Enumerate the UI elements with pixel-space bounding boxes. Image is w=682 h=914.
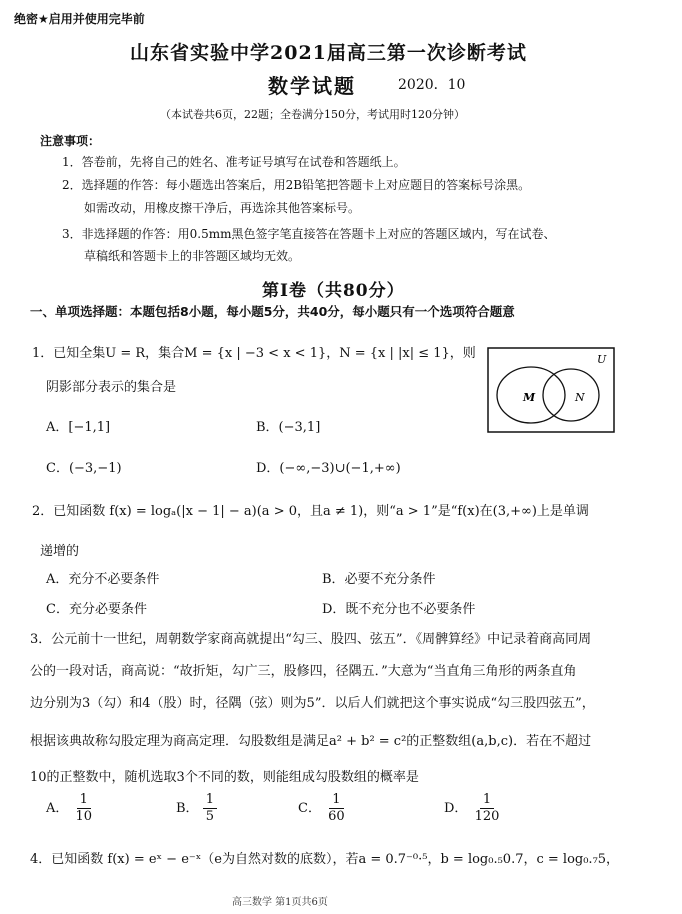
venn-diagram <box>487 347 615 433</box>
q4-stem: 4．已知函数 f(x) = eˣ − e⁻ˣ（e为自然对数的底数），若a = 0.7⁻⁰·⁵，b = log₀.₅0.7，c = log₀.₇5， <box>30 852 620 867</box>
notice-item: 2．选择题的作答：每小题选出答案后，用2B铅笔把答题卡上对应题目的答案标号涂黑。 <box>62 178 531 192</box>
q1-stem: 1．已知全集U = R，集合M = {x | −3 < x < 1}，N = {x | |x| ≤ 1}，则 <box>32 346 476 361</box>
notice-item: 草稿纸和答题卡上的非答题区域均无效。 <box>84 249 301 263</box>
venn-label-n: N <box>575 391 585 404</box>
notice-item: 如需改动，用橡皮擦干净后，再选涂其他答案标号。 <box>84 201 361 215</box>
q2-option-c: C．充分必要条件 <box>46 602 147 617</box>
fraction-numerator: 1 <box>329 792 343 809</box>
fraction-numerator: 1 <box>480 792 494 809</box>
exam-date: 2020．10 <box>398 77 466 93</box>
q3-stem: 3．公元前十一世纪，周朝数学家商高就提出“勾三、股四、弦五”．《周髀算经》中记录着商高同周 <box>30 632 592 647</box>
q3-option-c <box>298 792 348 825</box>
q3-option-a-label: A． <box>46 801 69 816</box>
fraction-numerator: 1 <box>77 792 91 809</box>
venn-universe-box <box>488 348 614 432</box>
fraction-denominator: 5 <box>205 809 214 824</box>
q3-option-d-label: D． <box>444 801 468 816</box>
q2-option-d: D．既不充分也不必要条件 <box>322 602 476 617</box>
q3-stem-2: 公的一段对话，商高说：“故折矩，勾广三，股修四，径隅五．”大意为“当直角三角形的两条直角 <box>30 664 577 679</box>
q2-option-b: B．必要不充分条件 <box>322 572 436 587</box>
q3-option-a-fraction <box>73 792 96 825</box>
q2-stem-2: 递增的 <box>40 544 80 559</box>
fraction-numerator: 1 <box>203 792 217 809</box>
q3-stem-5: 10的正整数中，随机选取3个不同的数，则能组成勾股数组的概率是 <box>30 770 419 785</box>
notice-item: 1．答卷前，先将自己的姓名、准考证号填写在试卷和答题纸上。 <box>62 155 406 169</box>
subject-title: 数学试题 <box>268 74 356 98</box>
exam-title: 山东省实验中学2021届高三第一次诊断考试 <box>130 42 527 64</box>
q3-option-d <box>444 792 502 825</box>
notice-item: 3．非选择题的作答：用0.5mm黑色签字笔直接答在答题卡上对应的答题区域内，写在试卷、 <box>62 227 556 241</box>
part-title: 第Ⅰ卷（共80分） <box>262 281 405 301</box>
confidential-label: 绝密★启用并使用完毕前 <box>14 12 145 26</box>
q1-option-a: A．[−1,1] <box>46 420 111 435</box>
q1-option-d: D．(−∞,−3)∪(−1,+∞) <box>256 461 401 476</box>
q3-stem-3: 边分别为3（勾）和4（股）时，径隅（弦）则为5”．以后人们就把这个事实说成“勾三股四弦五”， <box>30 696 595 711</box>
q1-stem-2: 阴影部分表示的集合是 <box>46 380 177 395</box>
venn-label-m: M <box>523 391 536 404</box>
q2-stem: 2．已知函数 f(x) = logₐ(|x − 1| − a)(a > 0，且a ≠ 1)，则“a > 1”是“f(x)在(3,+∞)上是单调 <box>32 504 589 519</box>
fraction-denominator: 10 <box>75 809 93 824</box>
q2-option-a: A．充分不必要条件 <box>46 572 160 587</box>
notice-title: 注意事项： <box>40 134 101 148</box>
q3-option-c-fraction <box>325 792 348 825</box>
section-title: 一、单项选择题：本题包括8小题，每小题5分，共40分，每小题只有一个选项符合题意 <box>30 304 515 319</box>
q1-option-b: B．(−3,1] <box>256 420 321 435</box>
q3-stem-4: 根据该典故称勾股定理为商高定理．勾股数组是满足a² + b² = c²的正整数组(a,b,c)．若在不超过 <box>30 734 592 749</box>
q3-option-b-label: B． <box>176 801 199 816</box>
q3-option-b <box>176 792 217 825</box>
q3-option-a <box>46 792 95 825</box>
q1-option-c: C．(−3,−1) <box>46 461 122 476</box>
page-footer: 高三数学 第1页共6页 <box>232 897 328 908</box>
fraction-denominator: 60 <box>328 809 345 824</box>
venn-set-n <box>543 369 599 421</box>
q3-option-b-fraction <box>203 792 217 825</box>
q3-option-c-label: C． <box>298 801 321 816</box>
venn-label-u: U <box>597 353 607 366</box>
exam-info: （本试卷共6页，22题；全卷满分150分，考试用时120分钟） <box>160 108 465 121</box>
fraction-denominator: 120 <box>474 809 500 824</box>
q3-option-d-fraction <box>472 792 503 825</box>
